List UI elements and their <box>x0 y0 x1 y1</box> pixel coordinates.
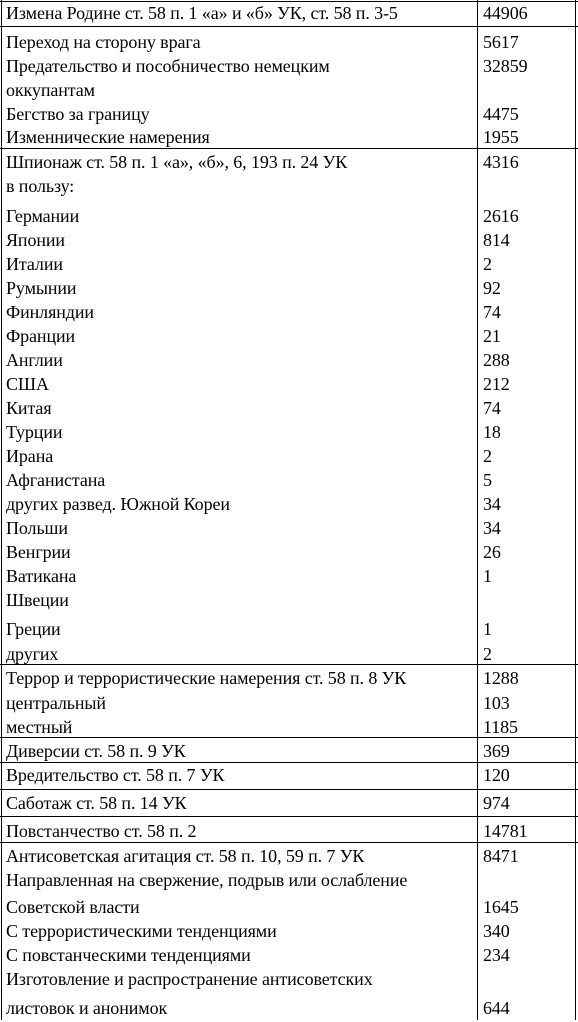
table-cell-value: 974 <box>483 793 510 813</box>
table-cell-value: 18 <box>483 422 501 442</box>
table-cell-label: Изготовление и распространение антисоветских <box>6 969 373 989</box>
table-cell-value: 1645 <box>483 897 519 917</box>
table-cell-value: 340 <box>483 921 510 941</box>
table-cell-value: 74 <box>483 302 501 322</box>
table-cell-value: 2 <box>483 644 492 664</box>
table-cell-label: Венгрии <box>6 542 71 562</box>
table-cell-value: 814 <box>483 230 510 250</box>
table-cell-value: 44906 <box>483 3 528 23</box>
table-cell-label: Англии <box>6 350 63 370</box>
table-cell-label: Террор и террористические намерения ст. 58 п. 8 УК <box>6 668 407 688</box>
table-cell-label: Германии <box>6 206 80 226</box>
table-cell-label: Изменнические намерения <box>6 127 210 147</box>
table-row-divider <box>0 842 578 843</box>
table-row-divider <box>0 148 578 149</box>
table-cell-label: Польши <box>6 518 68 538</box>
table-cell-value: 14781 <box>483 821 528 841</box>
table-row-divider <box>0 816 578 817</box>
table-cell-label: других развед. Южной Кореи <box>6 494 230 514</box>
table-cell-value: 234 <box>483 945 510 965</box>
table-cell-label: Финляндии <box>6 302 94 322</box>
table-cell-value: 5617 <box>483 32 519 52</box>
table-cell-label: Афганистана <box>6 470 106 490</box>
table-cell-label: центральный <box>6 693 106 713</box>
table-cell-label: Турции <box>6 422 63 442</box>
table-cell-value: 4316 <box>483 152 519 172</box>
table-cell-label: Ватикана <box>6 566 77 586</box>
table-cell-label: Греции <box>6 619 61 639</box>
table-cell-label: Ирана <box>6 446 54 466</box>
table-cell-value: 21 <box>483 326 501 346</box>
table-cell-label: Саботаж ст. 58 п. 14 УК <box>6 793 187 813</box>
table-cell-label: Шпионаж ст. 58 п. 1 «а», «б», 6, 193 п. 24 УК <box>6 152 348 172</box>
table-cell-value: 34 <box>483 494 501 514</box>
table-cell-label: Вредительство ст. 58 п. 7 УК <box>6 765 225 785</box>
table-cell-label: Бегство за границу <box>6 104 150 124</box>
table-cell-label: С повстанческими тенденциями <box>6 945 251 965</box>
table-cell-label: Швеции <box>6 590 69 610</box>
table-cell-label: США <box>6 374 49 394</box>
table-cell-label: Диверсии ст. 58 п. 9 УК <box>6 741 186 761</box>
table-cell-label: Направленная на свержение, подрыв или ослабление <box>6 870 408 890</box>
table-cell-value: 2616 <box>483 206 519 226</box>
table-cell-value: 212 <box>483 374 510 394</box>
table-cell-value: 5 <box>483 470 492 490</box>
table-cell-label: Китая <box>6 398 52 418</box>
table-cell-label: Франции <box>6 326 76 346</box>
table-cell-label: Советской власти <box>6 897 140 917</box>
table-column-divider <box>575 0 576 1020</box>
table-cell-label: Италии <box>6 254 63 274</box>
table-cell-value: 1 <box>483 619 492 639</box>
table-cell-label: местный <box>6 717 73 737</box>
table-cell-value: 1185 <box>483 717 518 737</box>
table-cell-label: листовок и анонимок <box>6 998 168 1018</box>
table-cell-value: 2 <box>483 446 492 466</box>
table-cell-value: 1955 <box>483 127 519 147</box>
table-cell-label: Японии <box>6 230 65 250</box>
table-cell-value: 26 <box>483 542 501 562</box>
table-cell-label: других <box>6 644 59 664</box>
table-cell-label: Антисоветская агитация ст. 58 п. 10, 59 п. 7 УК <box>6 846 365 866</box>
table-column-divider <box>477 0 478 1020</box>
table-row-divider <box>0 762 578 763</box>
table-cell-value: 34 <box>483 518 501 538</box>
table-cell-label: оккупантам <box>6 80 95 100</box>
table-cell-value: 32859 <box>483 56 528 76</box>
table-cell-value: 103 <box>483 693 510 713</box>
table-cell-value: 2 <box>483 254 492 274</box>
table-cell-value: 8471 <box>483 846 519 866</box>
table-cell-value: 92 <box>483 278 501 298</box>
table-cell-label: Предательство и пособничество немецким <box>6 56 330 76</box>
table-cell-label: Повстанчество ст. 58 п. 2 <box>6 821 197 841</box>
table-cell-value: 4475 <box>483 104 519 124</box>
table-cell-value: 1288 <box>483 668 519 688</box>
table-cell-label: С террористическими тенденциями <box>6 921 277 941</box>
table-cell-label: Измена Родине ст. 58 п. 1 «а» и «б» УК, ст. 58 п. 3-5 <box>6 3 398 23</box>
table-cell-value: 120 <box>483 765 510 785</box>
table-cell-value: 74 <box>483 398 501 418</box>
table-row-divider <box>0 789 578 790</box>
table-cell-label: Переход на сторону врага <box>6 32 201 52</box>
table-cell-label: в пользу: <box>6 176 75 196</box>
table-cell-value: 288 <box>483 350 510 370</box>
table-cell-value: 369 <box>483 741 510 761</box>
table-row-divider <box>0 26 578 27</box>
table-cell-value: 644 <box>483 998 510 1018</box>
table-cell-label: Румынии <box>6 278 77 298</box>
table-column-divider <box>1 0 2 1020</box>
table-cell-value: 1 <box>483 566 492 586</box>
